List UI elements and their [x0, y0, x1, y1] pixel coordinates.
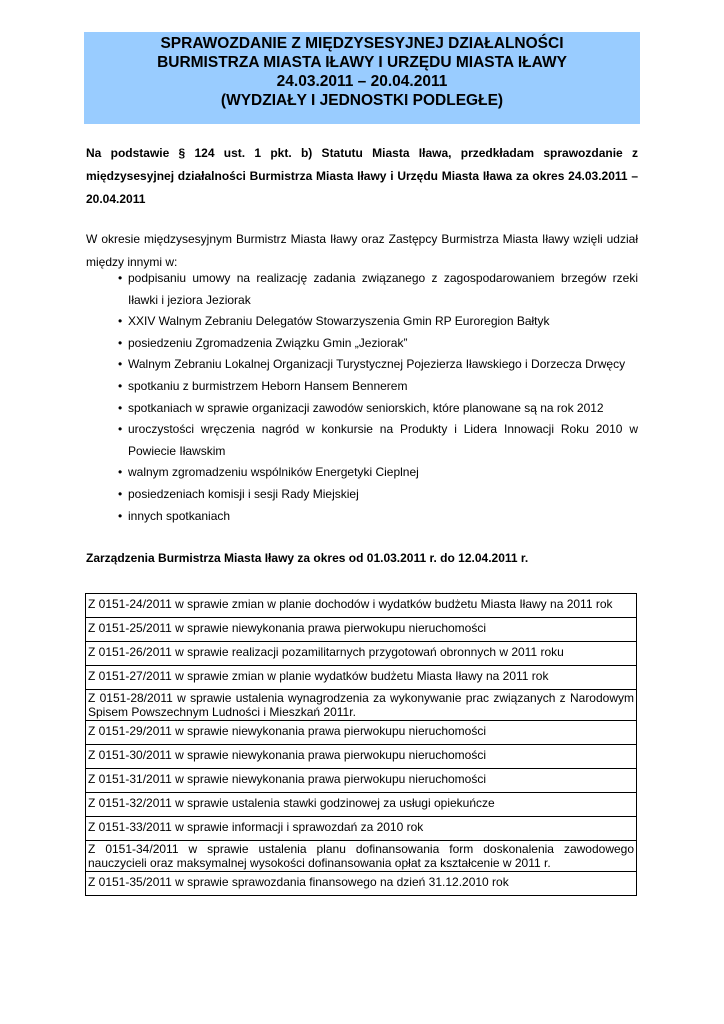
list-item [86, 333, 638, 355]
report-title [84, 32, 640, 124]
bullet-icon: • [118, 271, 123, 285]
table-row [86, 642, 637, 666]
table-cell: Z 0151-31/2011 w sprawie niewykonania prawa pierwokupu nieruchomości [86, 769, 637, 793]
table-cell: Z 0151-35/2011 w sprawie sprawozdania finansowego na dzień 31.12.2010 rok [86, 872, 637, 896]
list-item-text: spotkaniach w sprawie organizacji zawodów seniorskich, które planowane są na rok 2012 [128, 400, 604, 415]
table-cell: Z 0151-24/2011 w sprawie zmian w planie dochodów i wydatków budżetu Miasta Iławy na 2011 rok [86, 594, 637, 618]
list-item [86, 484, 638, 506]
table-row [86, 666, 637, 690]
list-item [86, 506, 638, 528]
list-item [86, 354, 638, 376]
table-cell: Z 0151-27/2011 w sprawie zmian w planie wydatków budżetu Miasta Iławy na 2011 rok [86, 666, 637, 690]
table-row [86, 872, 637, 896]
title-line: 24.03.2011 – 20.04.2011 [276, 73, 448, 90]
list-item-text: posiedzeniu Zgromadzenia Związku Gmin „Jeziorak” [128, 335, 408, 350]
list-item-text: Walnym Zebraniu Lokalnej Organizacji Turystycznej Pojezierza Iławskiego i Dorzecza Drwęcy [128, 357, 626, 372]
list-item [86, 398, 638, 420]
list-item-text: spotkaniu z burmistrzem Heborn Hansem Bennerem [128, 378, 408, 393]
title-line: BURMISTRZA MIASTA IŁAWY I URZĘDU MIASTA IŁAWY [157, 54, 567, 71]
bullet-icon: • [118, 335, 123, 350]
table-row [86, 618, 637, 642]
bullet-icon: • [118, 400, 123, 415]
table-cell: Z 0151-26/2011 w sprawie realizacji pozamilitarnych przygotowań obronnych w 2011 roku [86, 642, 637, 666]
table-cell: Z 0151-25/2011 w sprawie niewykonania prawa pierwokupu nieruchomości [86, 618, 637, 642]
list-item [86, 268, 638, 311]
table-cell: Z 0151-33/2011 w sprawie informacji i sprawozdań za 2010 rok [86, 817, 637, 841]
orders-table [85, 593, 637, 896]
list-item-text: XXIV Walnym Zebraniu Delegatów Stowarzyszenia Gmin RP Euroregion Bałtyk [128, 314, 550, 329]
table-row [86, 721, 637, 745]
list-item [86, 462, 638, 484]
table-cell: Z 0151-28/2011 w sprawie ustalenia wynagrodzenia za wykonywanie prac związanych z Narodowym Spisem Powszechnym Ludności i Mieszkań 2011r. [86, 690, 637, 721]
intro-paragraph: Na podstawie § 124 ust. 1 pkt. b) Statutu Miasta Iława, przedkładam sprawozdanie z międzysesyjnej działalności Burmistrza Miasta Iławy i Urzędu Miasta Iława za okres 24.03.2011 – 20.04.2011 [86, 146, 638, 206]
table-cell: Z 0151-32/2011 w sprawie ustalenia stawki godzinowej za usługi opiekuńcze [86, 793, 637, 817]
bullet-icon: • [118, 486, 123, 501]
list-item [86, 311, 638, 333]
list-item-text: posiedzeniach komisji i sesji Rady Miejskiej [128, 486, 359, 501]
table-row [86, 690, 637, 721]
list-item [86, 419, 638, 462]
table-row [86, 745, 637, 769]
title-line: (WYDZIAŁY I JEDNOSTKI PODLEGŁE) [220, 92, 504, 109]
bullet-icon: • [118, 422, 123, 437]
table-row [86, 769, 637, 793]
bullet-icon: • [118, 357, 123, 372]
list-item-text: walnym zgromadzeniu wspólników Energetyki Cieplnej [128, 465, 419, 480]
activities-paragraph: W okresie międzysesyjnym Burmistrz Miasta Iławy oraz Zastępcy Burmistrza Miasta Iławy wzięli udział między innymi w: [86, 232, 638, 269]
bullet-icon: • [118, 465, 123, 480]
table-row [86, 594, 637, 618]
list-item-text: uroczystości wręczenia nagród w konkursie na Produkty i Lidera Innowacji Roku 2010 w Powiecie Iławskim [128, 422, 638, 458]
bullet-icon: • [118, 314, 123, 329]
bullet-icon: • [118, 378, 123, 393]
orders-section-heading: Zarządzenia Burmistrza Miasta Iławy za okres od 01.03.2011 r. do 12.04.2011 r. [86, 551, 529, 565]
table-row [86, 817, 637, 841]
list-item-text: innych spotkaniach [128, 508, 231, 523]
activities-list [86, 268, 638, 527]
bullet-icon: • [118, 508, 123, 523]
list-item-text: podpisaniu umowy na realizację zadania związanego z zagospodarowaniem brzegów rzeki Iławki i jeziora Jeziorak [128, 271, 638, 307]
title-line: SPRAWOZDANIE Z MIĘDZYSESYJNEJ DZIAŁALNOŚCI [160, 35, 564, 52]
table-cell: Z 0151-29/2011 w sprawie niewykonania prawa pierwokupu nieruchomości [86, 721, 637, 745]
table-cell: Z 0151-30/2011 w sprawie niewykonania prawa pierwokupu nieruchomości [86, 745, 637, 769]
table-cell: Z 0151-34/2011 w sprawie ustalenia planu dofinansowania form doskonalenia zawodowego nauczycieli oraz maksymalnej wysokości dofinansowania opłat za kształcenie w 2011 r. [86, 841, 637, 872]
table-row [86, 793, 637, 817]
table-row [86, 841, 637, 872]
list-item [86, 376, 638, 398]
